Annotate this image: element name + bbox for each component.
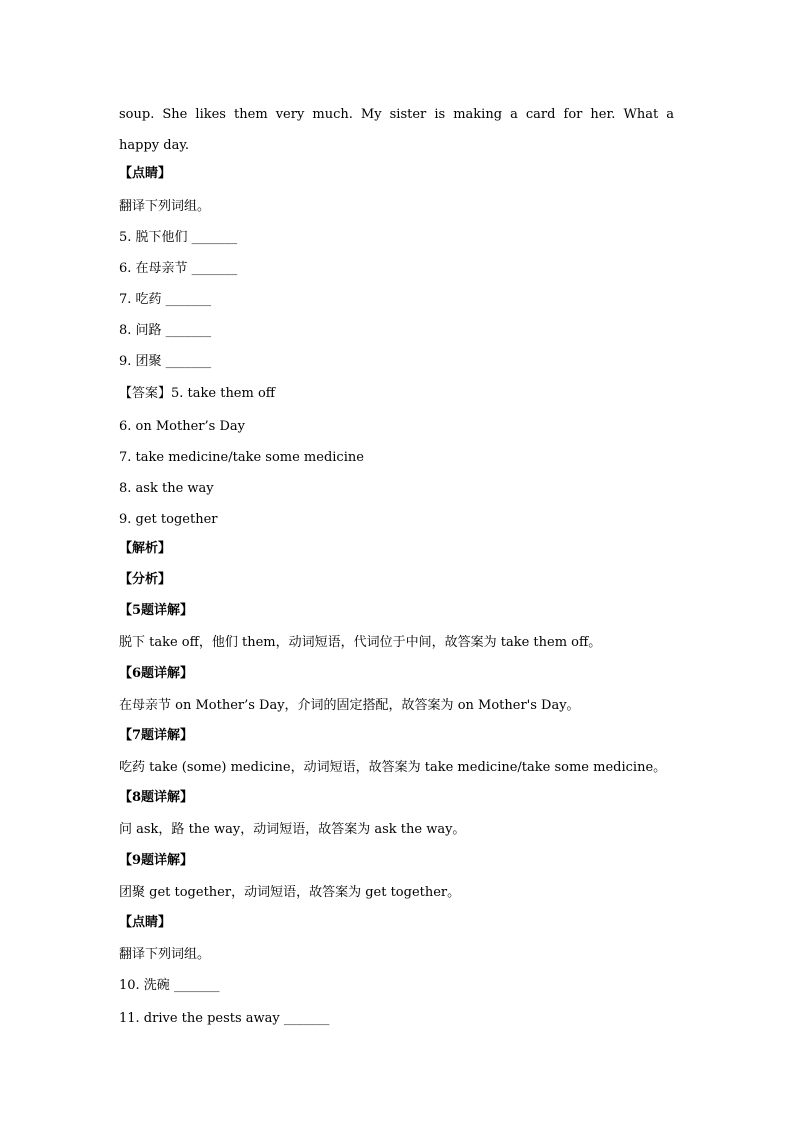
question-10: 10. 洗碗 _______	[119, 978, 220, 993]
section-heading-jiexi: 【解析】	[119, 541, 172, 556]
question-6: 6. 在母亲节 _______	[119, 261, 238, 276]
section-heading-dianjing-2: 【点睛】	[119, 915, 172, 930]
passage-line-1: soup. She likes them very much. My sister is making a card for her. What a	[119, 107, 674, 122]
detail-heading-7: 【7题详解】	[119, 728, 194, 743]
section-heading-dianjing: 【点睛】	[119, 166, 172, 181]
detail-heading-8: 【8题详解】	[119, 790, 194, 805]
question-7: 7. 吃药 _______	[119, 292, 212, 307]
passage-line-2: happy day.	[119, 138, 190, 153]
detail-text-8: 问 ask，路 the way，动词短语，故答案为 ask the way。	[119, 822, 466, 837]
instruction-text: 翻译下列词组。	[119, 199, 211, 214]
detail-heading-9: 【9题详解】	[119, 853, 194, 868]
question-8: 8. 问路 _______	[119, 323, 212, 338]
detail-text-6: 在母亲节 on Mother’s Day，介词的固定搭配，故答案为 on Mother's Day。	[119, 698, 580, 713]
detail-heading-6: 【6题详解】	[119, 666, 194, 681]
answer-9: 9. get together	[119, 512, 218, 527]
detail-text-9: 团聚 get together，动词短语，故答案为 get together。	[119, 885, 461, 900]
detail-text-7: 吃药 take (some) medicine，动词短语，故答案为 take medicine/take some medicine。	[119, 760, 667, 775]
question-5: 5. 脱下他们 _______	[119, 230, 238, 245]
answer-6: 6. on Mother’s Day	[119, 419, 245, 434]
answer-5: 【答案】5. take them off	[119, 386, 276, 401]
section-heading-fenxi: 【分析】	[119, 572, 172, 587]
answer-8: 8. ask the way	[119, 481, 214, 496]
question-9: 9. 团聚 _______	[119, 354, 212, 369]
instruction-text-2: 翻译下列词组。	[119, 947, 211, 962]
detail-text-5: 脱下 take off，他们 them，动词短语，代词位于中间，故答案为 take them off。	[119, 635, 602, 650]
answer-7: 7. take medicine/take some medicine	[119, 450, 364, 465]
detail-heading-5: 【5题详解】	[119, 603, 194, 618]
question-11: 11. drive the pests away _______	[119, 1011, 330, 1026]
